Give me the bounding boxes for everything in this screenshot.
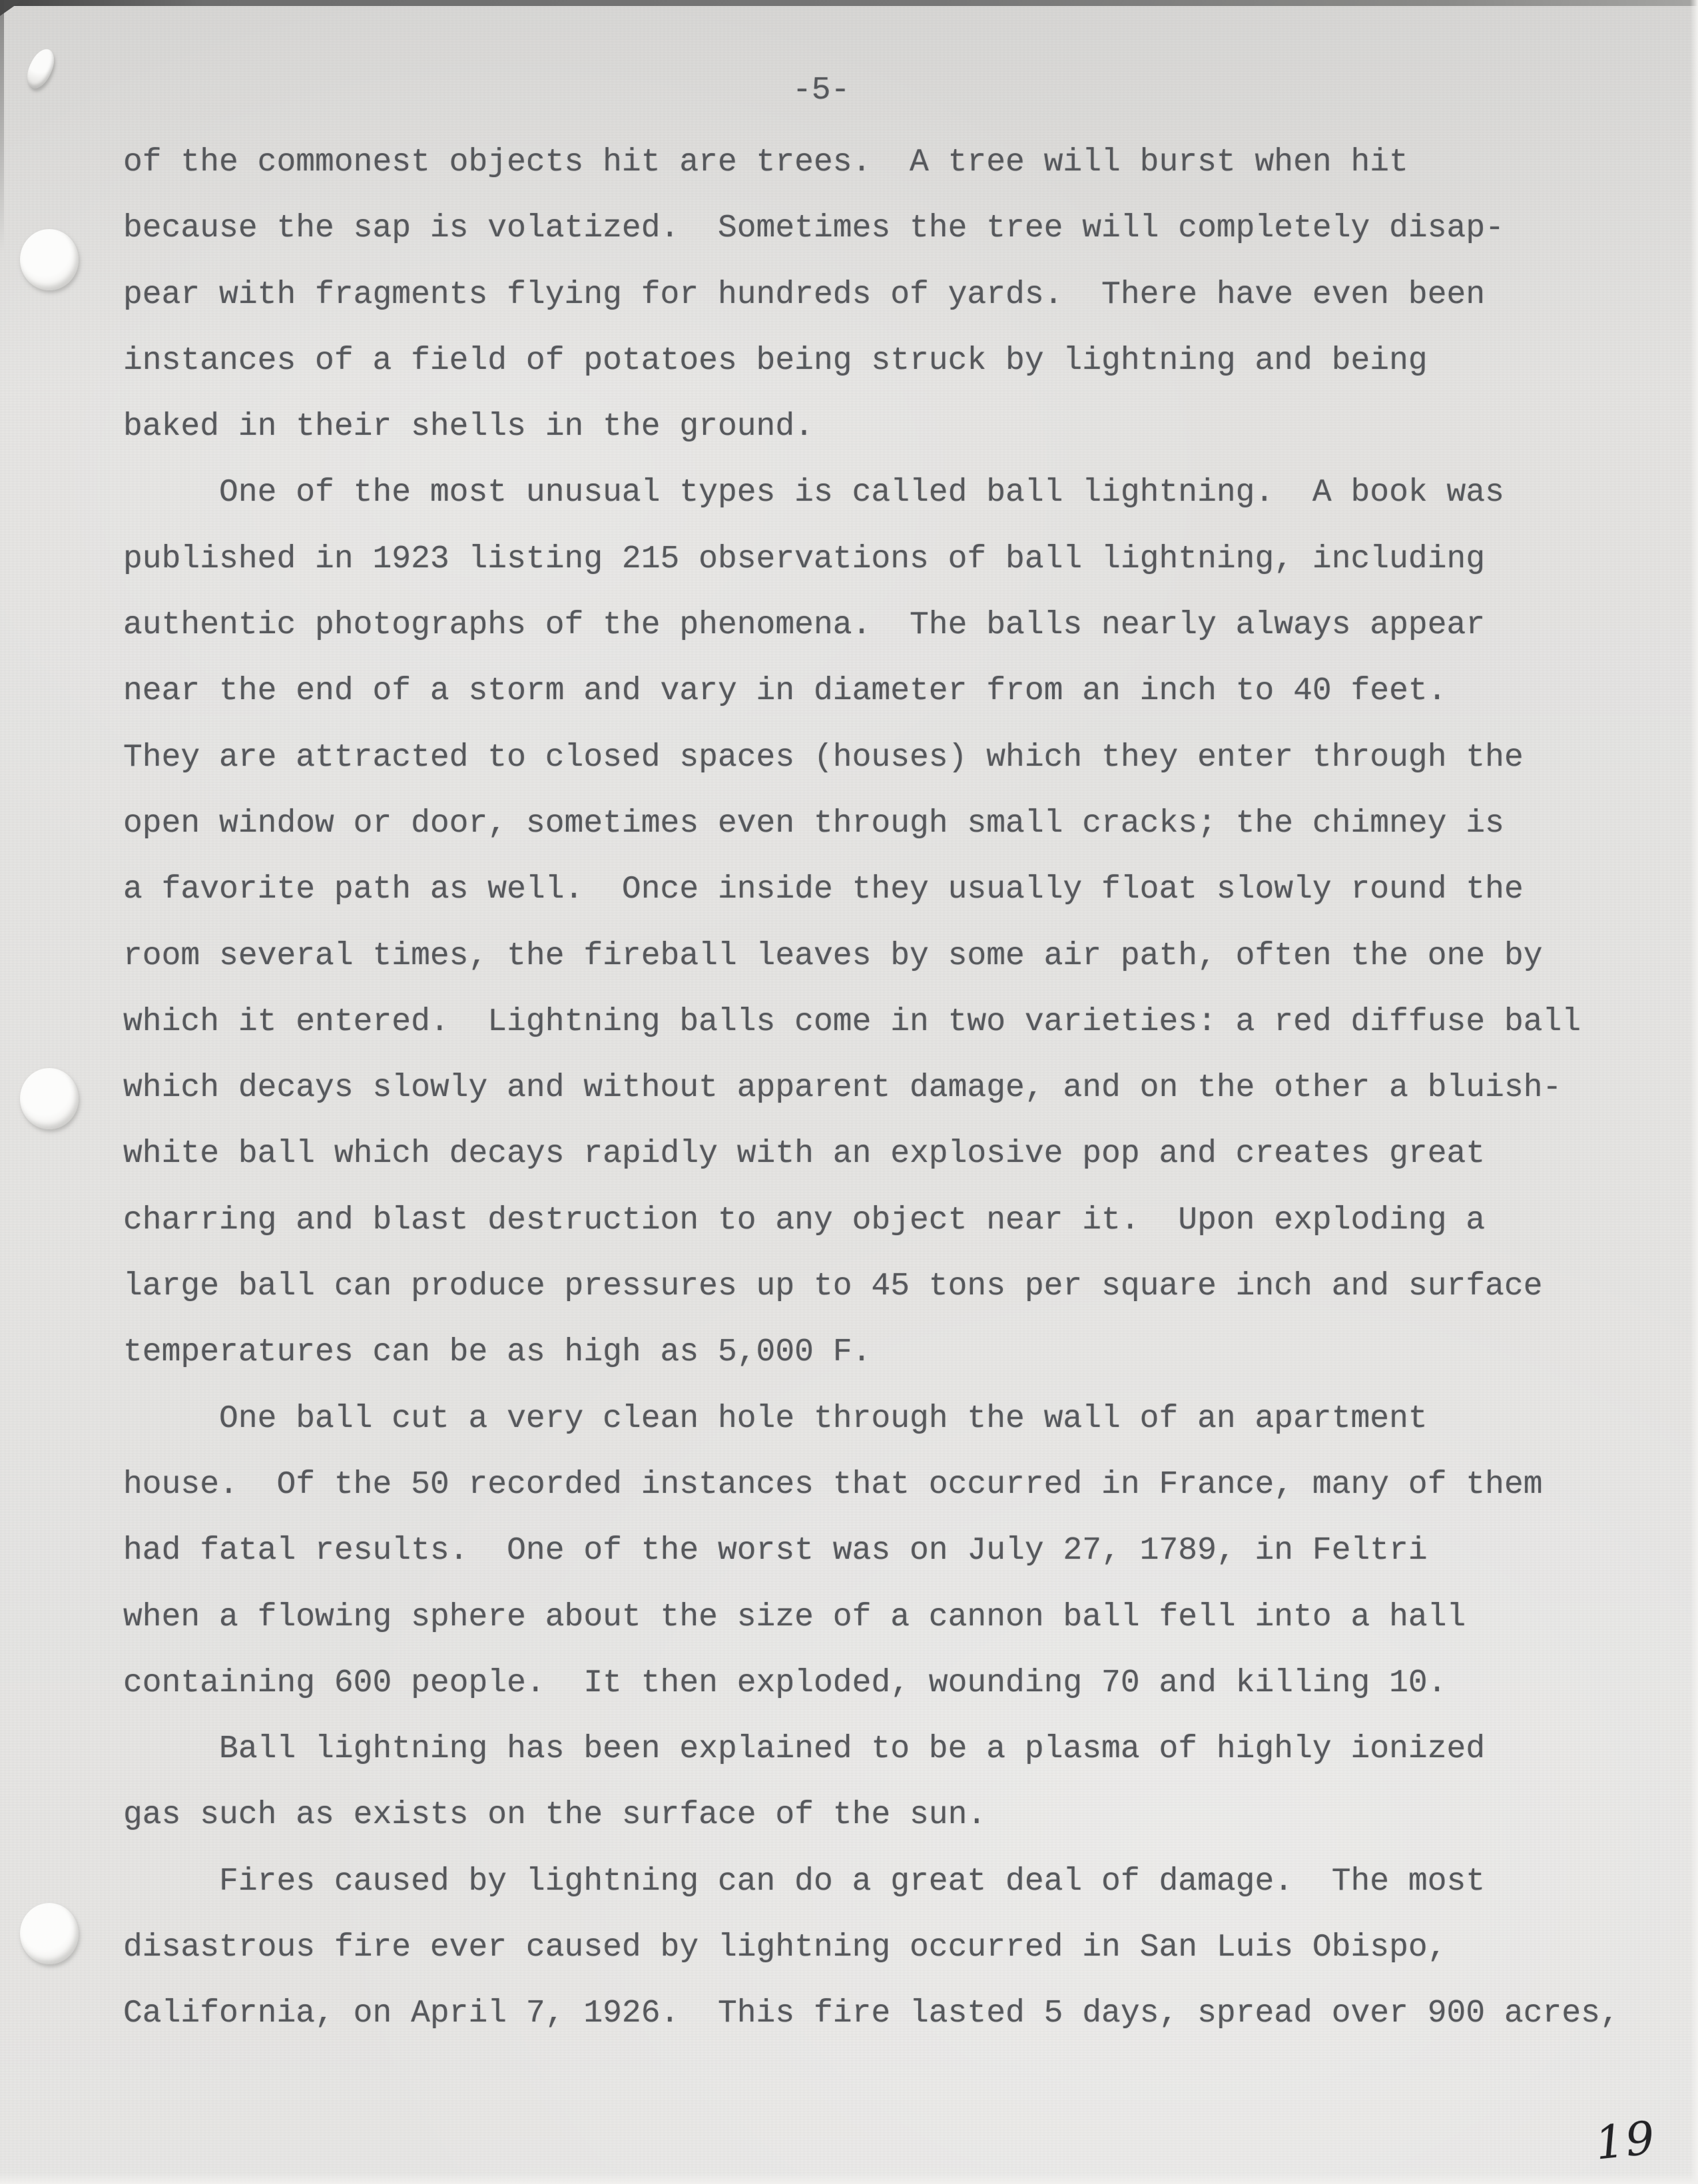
- page-number: -5-: [792, 73, 850, 109]
- text-line: They are attracted to closed spaces (houses) which they enter through the: [123, 739, 1524, 776]
- text-line: Fires caused by lightning can do a great deal of damage. The most: [123, 1863, 1486, 1900]
- punch-hole: [20, 229, 79, 290]
- text-line: One of the most unusual types is called ball lightning. A book was: [123, 475, 1504, 511]
- punch-hole: [20, 1903, 79, 1964]
- text-line: of the commonest objects hit are trees. A tree will burst when hit: [123, 144, 1408, 180]
- punch-hole: [20, 1068, 79, 1129]
- text-line: because the sap is volatized. Sometimes the tree will completely disap-: [123, 210, 1504, 247]
- text-line: which it entered. Lightning balls come in two varieties: a red diffuse ball: [123, 1003, 1581, 1040]
- text-line: authentic photographs of the phenomena. The balls nearly always appear: [123, 607, 1486, 644]
- text-line: charring and blast destruction to any object near it. Upon exploding a: [123, 1202, 1486, 1238]
- text-line: house. Of the 50 recorded instances that occurred in France, many of them: [123, 1466, 1543, 1503]
- text-line: which decays slowly and without apparent damage, and on the other a bluish-: [123, 1070, 1562, 1107]
- paper-tear-mark: [23, 45, 57, 91]
- scan-right-edge-highlight: [1690, 0, 1698, 2184]
- text-line: gas such as exists on the surface of the sun.: [123, 1797, 987, 1834]
- text-line: white ball which decays rapidly with an explosive pop and creates great: [123, 1136, 1486, 1173]
- text-line: had fatal results. One of the worst was on July 27, 1789, in Feltri: [123, 1533, 1428, 1569]
- text-line: room several times, the fireball leaves by some air path, often the one by: [123, 938, 1543, 974]
- text-line: Ball lightning has been explained to be a plasma of highly ionized: [123, 1731, 1486, 1768]
- text-line: when a flowing sphere about the size of a cannon ball fell into a hall: [123, 1599, 1466, 1635]
- text-line: a favorite path as well. Once inside they usually float slowly round the: [123, 872, 1524, 908]
- text-line: California, on April 7, 1926. This fire lasted 5 days, spread over 900 acres,: [123, 1996, 1619, 2032]
- text-line: open window or door, sometimes even through small cracks; the chimney is: [123, 805, 1504, 842]
- text-line: published in 1923 listing 215 observations of ball lightning, including: [123, 541, 1486, 577]
- text-line: instances of a field of potatoes being struck by lightning and being: [123, 342, 1428, 379]
- text-line: near the end of a storm and vary in diameter from an inch to 40 feet.: [123, 673, 1447, 710]
- handwritten-page-number: 19: [1593, 2111, 1659, 2171]
- text-line: large ball can produce pressures up to 45 tons per square inch and surface: [123, 1268, 1543, 1305]
- text-line: One ball cut a very clean hole through the wall of an apartment: [123, 1400, 1428, 1437]
- text-line: baked in their shells in the ground.: [123, 409, 814, 445]
- text-line: temperatures can be as high as 5,000 F.: [123, 1334, 872, 1371]
- scan-bottom-edge-highlight: [0, 2173, 1698, 2184]
- scan-top-edge-shadow: [0, 0, 1698, 6]
- text-line: containing 600 people. It then exploded, wounding 70 and killing 10.: [123, 1665, 1447, 1701]
- text-line: pear with fragments flying for hundreds of yards. There have even been: [123, 276, 1486, 313]
- scan-left-edge-shadow: [0, 0, 4, 280]
- document-body-text: [123, 130, 1619, 2048]
- text-line: disastrous fire ever caused by lightning occurred in San Luis Obispo,: [123, 1930, 1447, 1966]
